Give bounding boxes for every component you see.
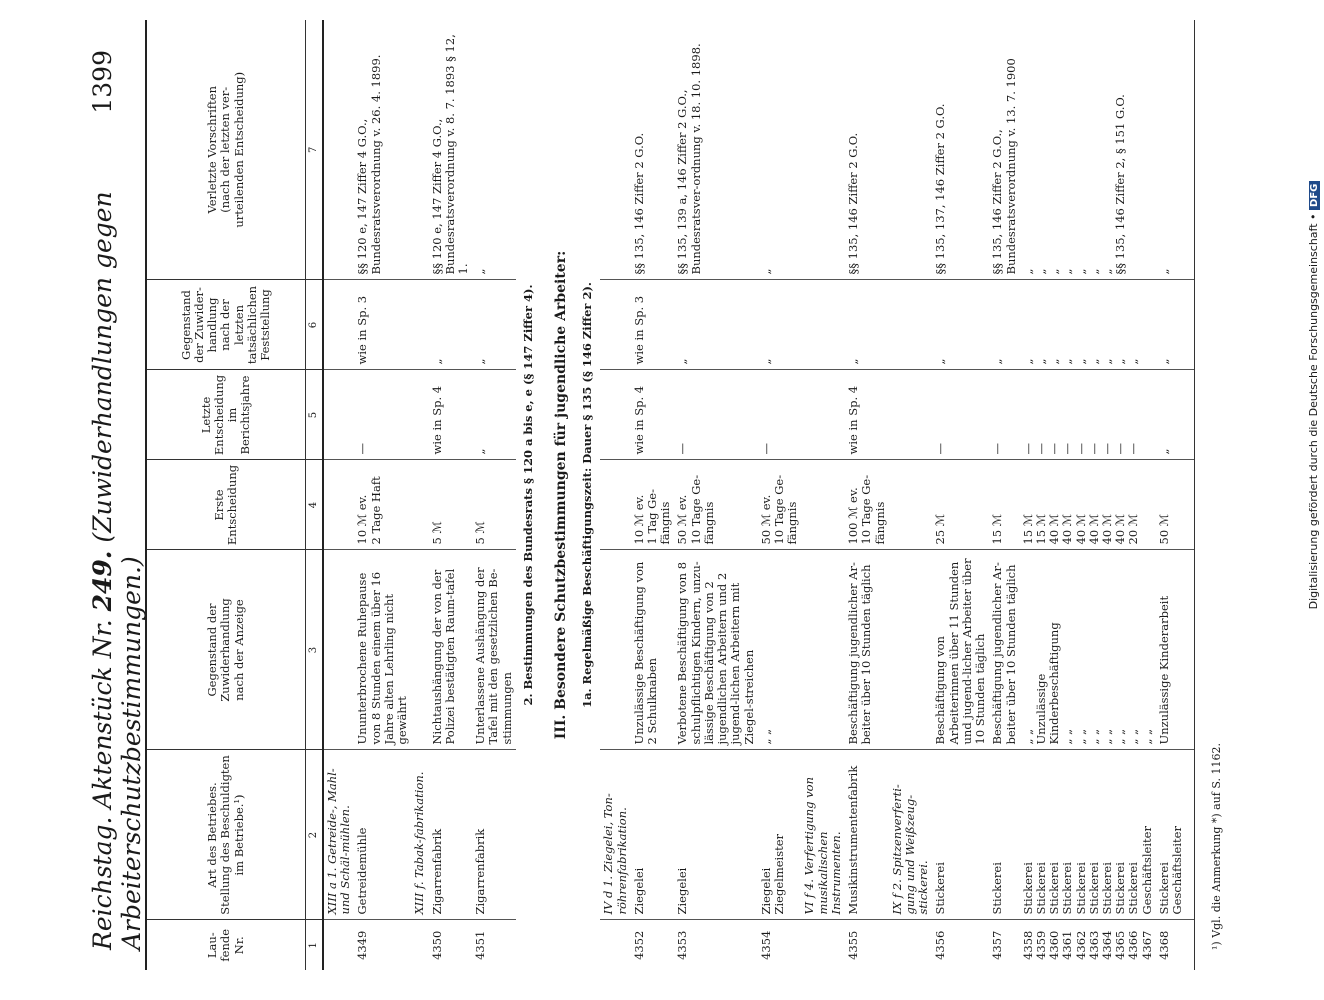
last-decision: „ [472,370,516,460]
table-row [354,20,411,970]
violated-provisions: §§ 135, 146 Ziffer 2 G.O. [845,20,889,280]
business-type: Stickerei [989,750,1019,920]
violated-provisions: §§ 135, 146 Ziffer 2 G.O., Bundesratsverordnung v. 13. 7. 1900 [989,20,1019,280]
violation-subject: „ „ Unzulässige Kinderbeschäftigung „ „ „ „ „ „ „ „ „ „ „ „ „ „ [1020,550,1156,750]
case-number: 4356 [933,930,948,960]
first-decision: 15 ℳ 15 ℳ 40 ℳ 40 ℳ 40 ℳ 40 ℳ 40 ℳ 40 ℳ 20 ℳ [1020,460,1156,550]
violated-provisions: §§ 120 e, 147 Ziffer 4 G.O., Bundesratsverordnung v. 26. 4. 1899. [354,20,411,280]
business-type: Stickerei [932,750,989,920]
violation-subject: Ununterbrochene Ruhepause von 8 Stunden einem über 16 Jahre alten Lehrling nicht gewährt [354,550,411,750]
first-decision: 25 ℳ [932,460,989,550]
industry-group-row [323,20,354,970]
case-number: 4351 [473,930,488,960]
empty-cell [411,280,428,370]
empty-cell [801,20,845,280]
last-decision: — [674,370,757,460]
established-violation: „ [674,280,757,370]
last-decision: wie in Sp. 4 [631,370,675,460]
empty-cell [600,280,630,370]
case-number: 4358 4359 4360 4361 4362 4363 4364 4365 4366 4367 [1020,930,1154,960]
violation-subject: Beschäftigung jugendlicher Ar-beiter über 10 Stunden täglich [845,550,889,750]
violation-subject: Beschäftigung von Arbeiterinnen über 11 Stunden und jugend-licher Arbeiter über 10 Stunden täglich [932,550,989,750]
violated-provisions: „ [758,20,802,280]
established-violation: „ [472,280,516,370]
empty-cell [600,920,630,970]
last-decision: — [354,370,411,460]
empty-cell [411,920,428,970]
empty-cell [889,460,933,550]
last-decision: wie in Sp. 4 [845,370,889,460]
first-decision: 50 ℳ ev. 10 Tage Ge- fängnis [758,460,802,550]
empty-cell [323,20,354,280]
column-number: 1 [306,920,324,970]
industry-group-row [889,20,933,970]
business-type: Ziegelei [674,750,757,920]
column-header: Erste Entscheidung [146,460,306,550]
empty-cell [323,460,354,550]
empty-cell [323,370,354,460]
case-number: 4349 [355,930,370,960]
section-heading-text: III. Besondere Schutzbestimmungen für jugendliche Arbeiter: [553,250,570,740]
business-type: Musikinstrumentenfabrik [845,750,889,920]
column-header: Gegenstand der Zuwider- handlung nach der letzten tatsächlichen Feststellung [146,280,306,370]
first-decision: 50 ℳ [1156,460,1195,550]
last-decision: — [932,370,989,460]
violation-subject: Unzulässige Kinderarbeit [1156,550,1195,750]
case-number: 4350 [429,930,444,960]
column-number: 3 [306,550,324,750]
section-heading [516,20,541,970]
table-row [1156,20,1195,970]
industry-group: IX f 2. Spitzenverferti-gung und Weißzeug-stickerei. [889,750,933,920]
title-suffix: (Zuwiderhandlungen gegen Arbeiterschutzbestimmungen.) [88,191,146,950]
column-number: 2 [306,750,324,920]
title-prefix: Reichstag. Aktenstück Nr. [88,619,117,950]
funding-note [1307,0,1324,790]
violation-subject: Beschäftigung jugendlicher Ar-beiter über 10 Stunden täglich [989,550,1019,750]
business-type: Ziegelei Ziegelmeister [758,750,802,920]
violation-subject: Unzulässige Beschäftigung von 2 Schulknaben [631,550,675,750]
empty-cell [801,550,845,750]
section-heading-text: 2. Bestimmungen des Bundesrats § 120 a bis e, e (§ 147 Ziffer 4). [520,284,535,706]
column-number: 4 [306,460,324,550]
violation-subject: Nichtaushängung der von der Polizei bestätigten Raum-tafel [429,550,473,750]
column-header: Letzte Entscheidung im Berichtsjahre [146,370,306,460]
empty-cell [889,920,933,970]
empty-cell [323,550,354,750]
established-violation: „ [1156,280,1195,370]
table-row [758,20,802,970]
empty-cell [411,370,428,460]
empty-cell [411,550,428,750]
column-number: 5 [306,370,324,460]
first-decision: 100 ℳ ev. 10 Tage Ge- fängnis [845,460,889,550]
section-heading-text: 1a. Regelmäßige Beschäftigungszeit: Dauer § 135 (§ 146 Ziffer 2). [580,282,595,708]
established-violation: „ [758,280,802,370]
established-violation: „ [845,280,889,370]
case-number: 4352 [631,930,646,960]
footnote: ¹) Vgl. die Anmerkung *) auf S. 1162. [1210,743,1223,950]
case-number: 4368 [1156,920,1195,970]
violated-provisions: „ [1156,20,1195,280]
violated-provisions: §§ 135, 139 a, 146 Ziffer 2 G.O., Bundesratsver-ordnung v. 18. 10. 1898. [674,20,757,280]
page-title [88,50,146,950]
section-heading [575,20,600,970]
case-number: 4354 [758,930,773,960]
document-page [40,0,1270,990]
column-header: Lau- fende Nr. [146,920,306,970]
business-type: Ziegelei [631,750,675,920]
empty-cell [323,920,354,970]
violated-provisions: „ [472,20,516,280]
industry-group: VI f 4. Verfertigung von musikalischen Instrumenten. [801,750,845,920]
empty-cell [801,460,845,550]
violations-table [145,20,1195,970]
dfg-logo: DFG [1309,181,1320,210]
violation-subject: Unterlassene Aushängung der Tafel mit den gesetzlichen Be-stimmungen [472,550,516,750]
table-row [845,20,889,970]
last-decision: — [989,370,1019,460]
empty-cell [801,370,845,460]
first-decision: 10 ℳ ev. 1 Tag Ge- fängnis [631,460,675,550]
table-row [932,20,989,970]
established-violation: wie in Sp. 3 [631,280,675,370]
violation-subject: Verbotene Beschäftigung von 8 schulpflichtigen Kindern, unzu-lässige Beschäftigung von 2 jugendlichen Arbeitern und 2 jugend-lichen Arbeitern mit Ziegel-streichen [674,550,757,750]
first-decision: 5 ℳ [472,460,516,550]
section-heading [541,20,575,970]
table-row [1020,20,1156,970]
established-violation: „ [429,280,473,370]
empty-cell [889,280,933,370]
page-number: 1399 [88,50,117,114]
last-decision: — [758,370,802,460]
violated-provisions: „ „ „ „ „ „ „ §§ 135, 146 Ziffer 2, § 151 G.O. [1020,20,1156,280]
business-type: Zigarrenfabrik [429,750,473,920]
empty-cell [411,20,428,280]
table-row [674,20,757,970]
empty-cell [600,460,630,550]
empty-cell [323,280,354,370]
industry-group: XIII a 1. Getreide-, Mahl- und Schäl-mühlen. [323,750,354,920]
business-type: Getreidemühle [354,750,411,920]
industry-group-row [600,20,630,970]
table-row [989,20,1019,970]
page-header [80,50,146,950]
industry-group: IV d 1. Ziegelei, Ton-röhrenfabrikation. [600,750,630,920]
established-violation: „ „ „ „ „ „ „ „ „ [1020,280,1156,370]
first-decision: 15 ℳ [989,460,1019,550]
empty-cell [600,20,630,280]
empty-cell [801,920,845,970]
empty-cell [600,550,630,750]
empty-cell [801,280,845,370]
table-row [472,20,516,970]
case-number: 4353 [675,930,690,960]
last-decision: „ [1156,370,1195,460]
violated-provisions: §§ 135, 137, 146 Ziffer 2 G.O. [932,20,989,280]
last-decision: wie in Sp. 4 [429,370,473,460]
violated-provisions: §§ 135, 146 Ziffer 2 G.O. [631,20,675,280]
column-number: 6 [306,280,324,370]
first-decision: 10 ℳ ev. 2 Tage Haft [354,460,411,550]
first-decision: 5 ℳ [429,460,473,550]
case-number: 4355 [846,930,861,960]
business-type: Stickerei Stickerei Stickerei Stickerei Stickerei Stickerei Stickerei Stickerei Stickerei Geschäftsleiter [1020,750,1156,920]
industry-group-row [801,20,845,970]
established-violation: „ [989,280,1019,370]
empty-cell [600,370,630,460]
violation-subject: „ „ [758,550,802,750]
column-number: 7 [306,20,324,280]
violated-provisions: §§ 120 e, 147 Ziffer 4 G.O., Bundesratsverordnung v. 8. 7. 1893 § 12, 1. [429,20,473,280]
established-violation: wie in Sp. 3 [354,280,411,370]
side-note [1296,0,1324,1000]
empty-cell [889,550,933,750]
business-type: Zigarrenfabrik [472,750,516,920]
empty-cell [889,370,933,460]
column-header: Art des Betriebes. Stellung des Beschuldigten im Betriebe.¹) [146,750,306,920]
established-violation: „ [932,280,989,370]
business-type: Stickerei Geschäftsleiter [1156,750,1195,920]
column-header: Verletzte Vorschriften (nach der letzten ver- urteilenden Entscheidung) [146,20,306,280]
empty-cell [411,460,428,550]
table-row [429,20,473,970]
industry-group-row [411,20,428,970]
empty-cell [889,20,933,280]
table-row [631,20,675,970]
document-number: 249. [88,550,117,612]
case-number: 4357 [990,930,1005,960]
industry-group: XIII f. Tabak-fabrikation. [411,750,428,920]
first-decision: 50 ℳ ev. 10 Tage Ge- fängnis [674,460,757,550]
column-header: Gegenstand der Zuwiderhandlung nach der Anzeige [146,550,306,750]
funding-text: Digitalisierung gefördert durch die Deutsche Forschungsgemeinschaft • [1307,213,1320,610]
last-decision: — — — — — — — — — [1020,370,1156,460]
